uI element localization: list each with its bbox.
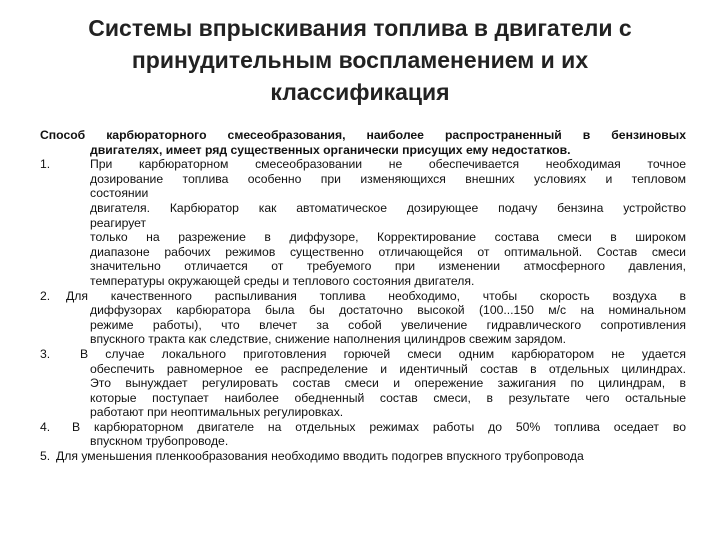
list-item-line: Это вынуждает регулировать состав смеси и опережение зажигания по цилиндрам, в (90, 376, 686, 391)
list-item-line: В случае локального приготовления горючей смеси одним карбюратором не удается (80, 346, 686, 361)
list-item-line: впускного тракта как следствие, снижение наполнения цилиндров свежим зарядом. (90, 332, 567, 347)
intro-line-1: Способ карбюраторного смесеобразования, наиболее распространенный в бензиновых (40, 128, 686, 142)
list-item-line: только на разрежение в диффузоре, Корректирование состава смеси в широком (90, 230, 686, 245)
slide-title (30, 12, 690, 108)
list-item-line: диффузорах карбюратора была бы достаточно высокой (100...150 м/с на номинальном (90, 303, 686, 318)
list-item-line: При карбюраторном смесеобразовании не обеспечивается необходимая точное (90, 157, 686, 172)
list-item-line: режиме работы), что влечет за собой увеличение гидравлического сопротивления (90, 317, 686, 332)
list-item-line: двигателя. Карбюратор как автоматическое дозирующее подачу бензина устройство (90, 200, 686, 215)
title-line-3: классификация (270, 79, 450, 105)
list-item-line: которые поступает наиболее обедненный состав смеси, в результате чего остальные (90, 390, 686, 405)
list-item-line: температуры окружающей среды и теплового состояния двигателя. (90, 273, 475, 288)
list-item-line: В карбюраторном двигателе на отдельных режимах работы до 50% топлива оседает во (72, 419, 686, 434)
list-item-number: 1. (40, 157, 51, 172)
intro-paragraph (40, 128, 686, 157)
list-item-line: диапазоне рабочих режимов существенно отличающейся от оптимальной. Состав смеси (90, 244, 686, 259)
list-item-line: состоянии (90, 186, 149, 201)
title-line-2: принудительным воспламенением и их (131, 47, 589, 73)
list-item-3 (40, 347, 686, 420)
list-item-5 (40, 449, 686, 464)
list-item-line: значительно отличается от требуемого при изменении атмосферного давления, (90, 259, 686, 274)
list-item-line: работают при неоптимальных регулировках. (90, 405, 344, 420)
list-item-line: Для уменьшения пленкообразования необходимо вводить подогрев впускного трубопровода (56, 449, 584, 464)
list-item-line: дозирование топлива особенно при изменяющихся внешних условиях и тепловом (90, 171, 686, 186)
list-item-1 (40, 157, 686, 288)
list-item-number: 4. (40, 419, 51, 434)
list-item-number: 3. (40, 346, 51, 361)
list-item-line: реагирует (90, 215, 147, 230)
list-item-line: обеспечить равномерное ее распределение и идентичный состав в отдельных цилиндрах. (90, 361, 686, 376)
title-line-1: Системы впрыскивания топлива в двигатели с (88, 15, 632, 41)
list-item-number: 2. (40, 288, 51, 303)
list-item-4 (40, 420, 686, 449)
list-item-number: 5. (40, 449, 51, 464)
intro-line-2: двигателях, имеет ряд существенных органически присущих ему недостатков. (90, 142, 571, 157)
slide-body (40, 128, 686, 464)
list-item-line: Для качественного распыливания топлива необходимо, чтобы скорость воздуха в (66, 288, 686, 303)
list-item-line: впускном трубопроводе. (90, 434, 229, 449)
list-item-2 (40, 289, 686, 347)
